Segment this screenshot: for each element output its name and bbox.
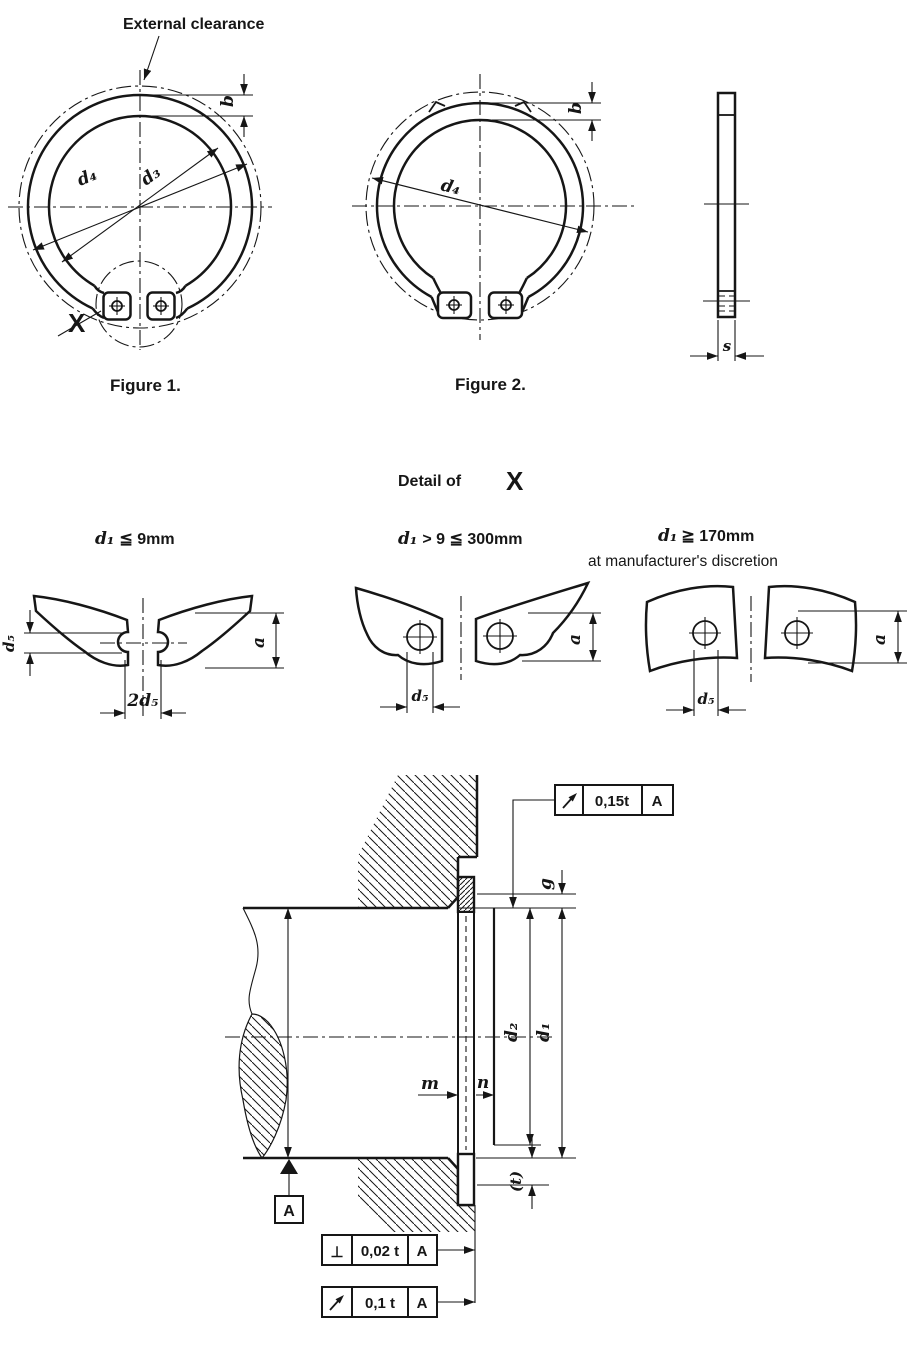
dim-t-label: (t): [507, 1170, 525, 1192]
fcf-runout-bottom: [322, 1287, 475, 1317]
perpendicularity-icon: ⊥: [330, 1244, 344, 1261]
datum-feature: [275, 1159, 303, 1223]
dim-d4-label: d₄: [74, 164, 100, 191]
lug-profile-right: [476, 583, 588, 664]
lug-profile-left: [356, 588, 442, 664]
fcf-datum-ref: A: [416, 1295, 428, 1312]
dim-m: [418, 1074, 458, 1095]
dim-a-label: a: [870, 633, 890, 645]
lug-joint: [95, 286, 105, 293]
condition-symbol: d₁: [95, 529, 115, 549]
condition-symbol: d₁: [398, 529, 418, 549]
dim-d1: [534, 908, 562, 1158]
fcf-tolerance: 0,15t: [594, 793, 630, 810]
fcf-perpendicularity: [322, 1235, 475, 1265]
condition-rest: ≦ 9mm: [119, 531, 175, 548]
detail-x-mark: X: [68, 308, 86, 338]
external-clearance-label: External clearance: [123, 16, 265, 33]
ring-section-top: [458, 877, 474, 912]
dim-d3-label: d₃: [137, 162, 165, 191]
dim-n-label: n: [476, 1073, 490, 1093]
assembly-section: [225, 775, 673, 1317]
dim-b-label: b: [566, 102, 586, 114]
variant2-condition: [398, 529, 522, 549]
detail-title: Detail of: [398, 473, 462, 490]
dim-d2: [502, 908, 530, 1145]
dim-s: [690, 320, 764, 361]
dim-d2-label: d₂: [502, 1022, 522, 1042]
detail-title-mark: X: [506, 466, 524, 496]
dim-d5-label: d₅: [0, 634, 18, 652]
dim-2d5-label: 2d₅: [127, 691, 159, 711]
break-blob: [239, 1014, 287, 1158]
datum-triangle: [280, 1159, 298, 1174]
dim-m-label: m: [421, 1074, 439, 1094]
dim-d5-label: d₅: [697, 690, 715, 708]
condition-rest: ≧ 170mm: [681, 528, 755, 545]
detail-variant-3: [646, 586, 907, 716]
break-wavy-line: [243, 908, 258, 1014]
variant1-condition: [95, 529, 175, 549]
lug-joint: [520, 278, 527, 292]
fcf-tolerance: 0,02 t: [360, 1243, 400, 1260]
condition-symbol: d₁: [658, 526, 678, 546]
fcf-datum-ref: A: [416, 1243, 428, 1260]
lug-profile-right: [158, 596, 252, 666]
dim-g: [536, 870, 562, 894]
figure1-caption: Figure 1.: [110, 376, 181, 395]
dim-b: [480, 82, 601, 141]
dim-a-label: a: [249, 636, 269, 648]
dim-s-label: s: [722, 337, 732, 355]
dim-b: [140, 74, 253, 137]
datum-label: A: [283, 1203, 295, 1220]
ring-side-view: [690, 93, 764, 361]
fcf-tolerance: 0,1 t: [364, 1295, 396, 1312]
figure2-caption: Figure 2.: [455, 375, 526, 394]
dim-n: [476, 1073, 494, 1095]
variant3-condition: [658, 526, 754, 546]
figure-2: [352, 74, 634, 394]
variant3-note: at manufacturer's discretion: [588, 553, 778, 570]
ring-edge-outline: [718, 93, 735, 317]
lug-profile-right: [765, 586, 856, 671]
lug-joint: [176, 286, 186, 293]
figure-1: [8, 16, 272, 395]
detail-variant-1: [0, 596, 284, 719]
external-clearance-leader: [144, 36, 159, 80]
dim-a-label: a: [565, 633, 585, 645]
detail-variant-2: [356, 583, 601, 713]
dim-g-label: g: [536, 878, 556, 890]
dim-d5-label: d₅: [411, 687, 429, 705]
dim-d1-label: d₁: [534, 1022, 554, 1042]
lug-profile-left: [34, 596, 128, 666]
fcf-leader: [513, 800, 555, 908]
lug-profile-left: [646, 586, 737, 671]
fcf-datum-ref: A: [651, 793, 663, 810]
ring-section-bottom: [458, 1154, 474, 1205]
dim-d3-line: [62, 148, 218, 262]
condition-rest: > 9 ≦ 300mm: [422, 531, 523, 548]
lug-joint: [433, 278, 440, 292]
dim-d4-label: d₄: [438, 175, 463, 200]
dim-b-label: b: [218, 95, 238, 107]
detail-section-header: [398, 466, 524, 496]
